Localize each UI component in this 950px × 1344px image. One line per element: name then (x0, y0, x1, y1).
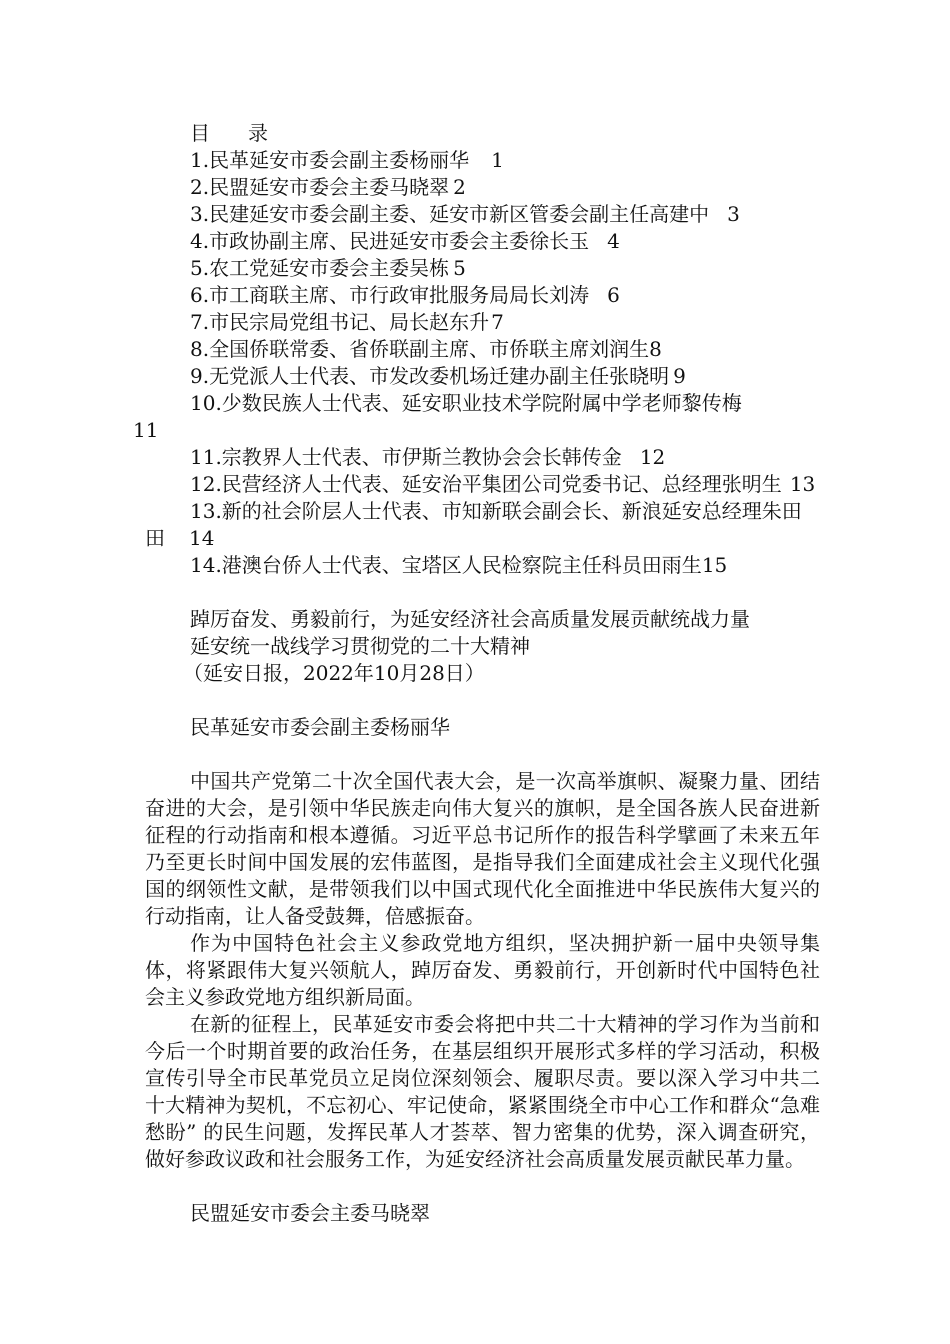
toc-item-text: 10.少数民族人士代表、延安职业技术学院附属中学老师黎传梅 (190, 391, 742, 415)
toc-item-text: 12.民营经济人士代表、延安治平集团公司党委书记、总经理张明生 (190, 472, 782, 496)
toc-item-page: 8 (649, 337, 662, 361)
toc-item-page: 14 (189, 526, 215, 550)
toc-item[interactable] (145, 282, 820, 309)
toc-item-text: 14.港澳台侨人士代表、宝塔区人民检察院主任科员田雨生 (190, 553, 702, 577)
toc-item-page: 3 (727, 202, 740, 226)
toc-item[interactable] (145, 147, 820, 174)
toc-item-page: 4 (607, 229, 620, 253)
toc-item-page: 7 (491, 310, 504, 334)
toc-item-text: 8.全国侨联常委、省侨联副主席、市侨联主席刘润生 (190, 337, 650, 361)
toc-item[interactable] (145, 444, 820, 471)
document-page (133, 120, 820, 1227)
toc-item-page: 13 (789, 472, 816, 496)
toc-item-text: 6.市工商联主席、市行政审批服务局局长刘涛 (190, 283, 590, 307)
section-heading: 民盟延安市委会主委马晓翠 (190, 1201, 430, 1225)
toc-item-page: 12 (639, 445, 666, 469)
toc-item[interactable] (145, 309, 820, 336)
toc-item-page: 9 (673, 364, 686, 388)
toc-item-text: 5.农工党延安市委会主委吴栋 (190, 256, 450, 280)
toc-item-text: 9.无党派人士代表、市发改委机场迁建办副主任张晓明 (190, 364, 670, 388)
toc-item-text: 13.新的社会阶层人士代表、市知新联会副会长、新浪延安总经理朱田田 (145, 499, 802, 550)
paragraph: 在新的征程上，民革延安市委会将把中共二十大精神的学习作为当前和今后一个时期首要的政治任务，在基层组织开展形式多样的学习活动，积极宣传引导全市民革党员立足岗位深刻领会、履职尽责。要以深入学习中共二十大精神为契机，不忘初心、牢记使命，紧紧围绕全市中心工作和群众“急难愁盼” 的民生问题，发挥民革人才荟萃、智力密集的优势，深入调查研究，做好参政议政和社会服务工作，为延安经济社会高质量发展贡献民革力量。 (145, 1012, 820, 1171)
toc-title-char-2: 录 (248, 121, 268, 145)
toc-item[interactable] (145, 471, 820, 498)
toc-item-page: 1 (491, 148, 504, 172)
toc-item-page: 2 (453, 175, 466, 199)
toc-item-page: 11 (133, 418, 159, 442)
toc-item[interactable] (145, 498, 820, 552)
article-title-line-2: 延安统一战线学习贯彻党的二十大精神 (190, 634, 530, 658)
paragraph: 作为中国特色社会主义参政党地方组织，坚决拥护新一届中央领导集体，将紧跟伟大复兴领航人，踔厉奋发、勇毅前行，开创新时代中国特色社会主义参政党地方组织新局面。 (145, 931, 820, 1009)
toc-item-text: 11.宗教界人士代表、市伊斯兰教协会会长韩传金 (190, 445, 622, 469)
toc-item-page: 5 (453, 256, 466, 280)
toc-item[interactable] (145, 552, 820, 579)
article-source: （延安日报，2022年10月28日） (183, 661, 485, 685)
section-heading: 民革延安市委会副主委杨丽华 (190, 715, 450, 739)
toc-title-char-1: 目 (190, 121, 210, 145)
toc-item-page: 6 (607, 283, 620, 307)
paragraph: 中国共产党第二十次全国代表大会，是一次高举旗帜、凝聚力量、团结奋进的大会，是引领中华民族走向伟大复兴的旗帜，是全国各族人民奋进新征程的行动指南和根本遵循。习近平总书记所作的报告科学擘画了未来五年乃至更长时间中国发展的宏伟蓝图，是指导我们全面建成社会主义现代化强国的纲领性文献，是带领我们以中国式现代化全面推进中华民族伟大复兴的行动指南，让人备受鼓舞，倍感振奋。 (145, 769, 820, 928)
toc-item-text: 3.民建延安市委会副主委、延安市新区管委会副主任高建中 (190, 202, 710, 226)
toc-item[interactable] (145, 174, 820, 201)
article-title-line-1: 踔厉奋发、勇毅前行，为延安经济社会高质量发展贡献统战力量 (190, 607, 750, 631)
toc-title (145, 120, 820, 147)
toc-item[interactable] (145, 201, 820, 228)
toc-item[interactable] (145, 228, 820, 255)
toc-item-text: 2.民盟延安市委会主委马晓翠 (190, 175, 450, 199)
toc-item[interactable] (145, 336, 820, 363)
toc-item-text: 1.民革延安市委会副主委杨丽华 (190, 148, 470, 172)
toc-item[interactable] (145, 255, 820, 282)
toc-list (133, 147, 820, 579)
toc-item[interactable] (133, 390, 820, 444)
toc-item-text: 7.市民宗局党组书记、局长赵东升 (190, 310, 490, 334)
toc-item[interactable] (145, 363, 820, 390)
toc-item-text: 4.市政协副主席、民进延安市委会主委徐长玉 (190, 229, 590, 253)
toc-item-page: 15 (701, 553, 728, 577)
